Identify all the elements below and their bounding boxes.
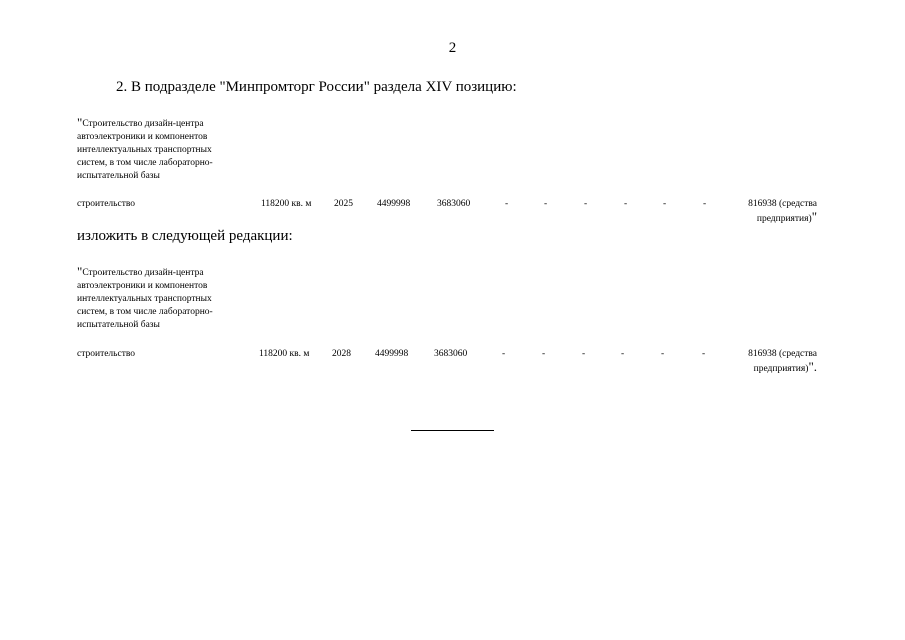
amendment-heading: 2. В подразделе "Минпромторг России" раздела XIV позицию: — [116, 79, 517, 95]
cell-dash: - — [663, 199, 667, 209]
cell-type: строительство — [77, 349, 136, 359]
title-line: автоэлектроники и компонентов — [77, 281, 208, 291]
note-line: предприятия) — [753, 364, 809, 374]
cell-dash: - — [505, 199, 509, 209]
new-wording-heading: изложить в следующей редакции: — [77, 228, 293, 244]
note-line: 816938 (средства — [748, 349, 817, 359]
title-line: интеллектуальных транспортных — [77, 294, 212, 304]
title-line: Строительство дизайн-центра — [82, 119, 204, 129]
cell-dash: - — [502, 349, 506, 359]
page-number: 2 — [448, 40, 457, 56]
cell-dash: - — [544, 199, 548, 209]
open-quote: " — [77, 115, 83, 130]
note-line: предприятия) — [756, 214, 812, 224]
cell-dash: - — [661, 349, 665, 359]
title-line: автоэлектроники и компонентов — [77, 132, 208, 142]
document-end-line — [411, 430, 494, 431]
cell-funding-note — [697, 197, 817, 227]
cell-dash: - — [703, 199, 707, 209]
note-line: 816938 (средства — [748, 199, 817, 209]
cell-year: 2025 — [334, 199, 353, 209]
entry-1-title — [77, 115, 252, 183]
title-line: систем, в том числе лабораторно- — [77, 307, 213, 317]
open-quote: " — [77, 264, 83, 279]
title-line: интеллектуальных транспортных — [77, 145, 212, 155]
title-line: испытательной базы — [77, 320, 160, 330]
title-line: систем, в том числе лабораторно- — [77, 158, 213, 168]
cell-dash: - — [584, 199, 588, 209]
cell-type: строительство — [77, 199, 136, 209]
cell-budget: 3683060 — [434, 349, 468, 359]
cell-budget: 3683060 — [437, 199, 471, 209]
cell-dash: - — [624, 199, 628, 209]
cell-dash: - — [542, 349, 546, 359]
cell-estimated-cost: 4499998 — [377, 199, 411, 209]
entry-2-title — [77, 264, 252, 332]
close-quote: ". — [808, 359, 817, 374]
cell-dash: - — [702, 349, 706, 359]
cell-dash: - — [582, 349, 586, 359]
cell-capacity: 118200 кв. м — [259, 349, 310, 359]
cell-year: 2028 — [332, 349, 351, 359]
close-quote: " — [811, 209, 817, 224]
title-line: испытательной базы — [77, 171, 160, 181]
cell-dash: - — [621, 349, 625, 359]
cell-capacity: 118200 кв. м — [261, 199, 312, 209]
cell-estimated-cost: 4499998 — [375, 349, 409, 359]
cell-funding-note — [697, 347, 817, 377]
title-line: Строительство дизайн-центра — [82, 268, 204, 278]
